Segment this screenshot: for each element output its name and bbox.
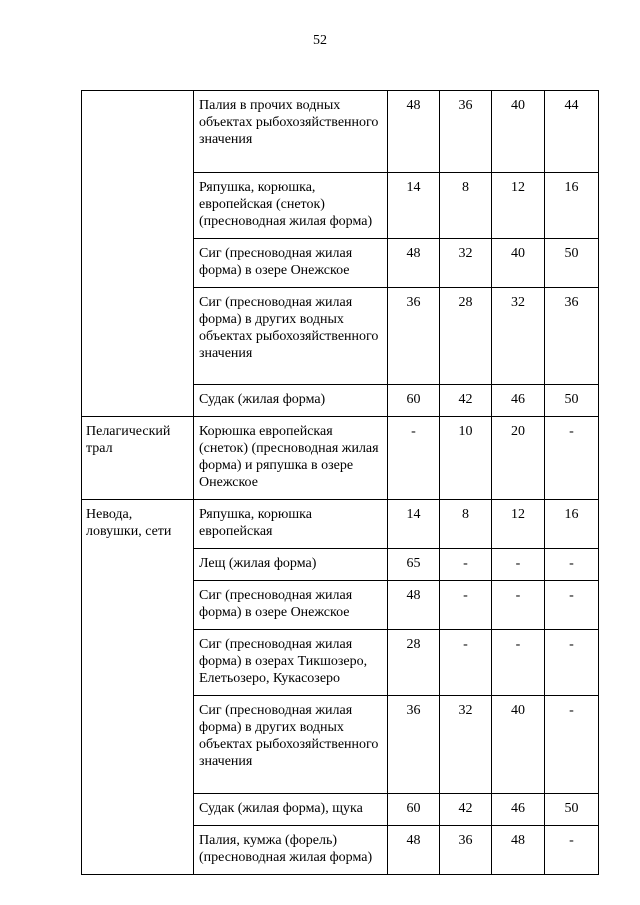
species-cell: Сиг (пресноводная жилая форма) в озерах Тикшозеро, Елетьозеро, Кукасозеро	[194, 630, 388, 696]
value-cell: -	[492, 549, 545, 581]
species-cell: Сиг (пресноводная жилая форма) в других водных объектах рыбохозяйственного значения	[194, 288, 388, 385]
value-cell: -	[492, 581, 545, 630]
value-cell: 20	[492, 417, 545, 500]
value-cell: -	[545, 630, 599, 696]
value-cell: 32	[492, 288, 545, 385]
value-cell: 48	[388, 91, 440, 173]
value-cell: 32	[440, 696, 492, 794]
species-cell: Судак (жилая форма)	[194, 385, 388, 417]
value-cell: 48	[492, 826, 545, 875]
species-cell: Сиг (пресноводная жилая форма) в других водных объектах рыбохозяйственного значения	[194, 696, 388, 794]
gear-cell: Пелагический трал	[82, 417, 194, 500]
value-cell: 48	[388, 826, 440, 875]
value-cell: 46	[492, 385, 545, 417]
value-cell: 44	[545, 91, 599, 173]
table-row	[82, 91, 599, 173]
value-cell: 36	[388, 288, 440, 385]
species-cell: Сиг (пресноводная жилая форма) в озере Онежское	[194, 581, 388, 630]
value-cell: -	[492, 630, 545, 696]
value-cell: 65	[388, 549, 440, 581]
value-cell: 50	[545, 239, 599, 288]
species-cell: Судак (жилая форма), щука	[194, 794, 388, 826]
value-cell: 46	[492, 794, 545, 826]
value-cell: 16	[545, 500, 599, 549]
value-cell: -	[388, 417, 440, 500]
species-cell: Лещ (жилая форма)	[194, 549, 388, 581]
value-cell: 50	[545, 794, 599, 826]
value-cell: -	[545, 581, 599, 630]
value-cell: 50	[545, 385, 599, 417]
value-cell: 36	[440, 91, 492, 173]
value-cell: 32	[440, 239, 492, 288]
table-row	[82, 500, 599, 549]
value-cell: 40	[492, 239, 545, 288]
species-cell: Сиг (пресноводная жилая форма) в озере Онежское	[194, 239, 388, 288]
value-cell: 8	[440, 173, 492, 239]
value-cell: 28	[388, 630, 440, 696]
gear-cell: Невода, ловушки, сети	[82, 500, 194, 875]
value-cell: 28	[440, 288, 492, 385]
value-cell: 36	[440, 826, 492, 875]
value-cell: 48	[388, 581, 440, 630]
species-cell: Ряпушка, корюшка европейская	[194, 500, 388, 549]
species-cell: Корюшка европейская (снеток) (пресноводная жилая форма) и ряпушка в озере Онежское	[194, 417, 388, 500]
value-cell: -	[545, 696, 599, 794]
page-number: 52	[313, 33, 327, 48]
value-cell: -	[545, 417, 599, 500]
value-cell: -	[545, 826, 599, 875]
value-cell: 42	[440, 794, 492, 826]
value-cell: -	[440, 549, 492, 581]
value-cell: 40	[492, 91, 545, 173]
value-cell: 16	[545, 173, 599, 239]
value-cell: 40	[492, 696, 545, 794]
value-cell: 10	[440, 417, 492, 500]
species-cell: Палия, кумжа (форель) (пресноводная жилая форма)	[194, 826, 388, 875]
fishing-gear-table	[81, 90, 599, 875]
species-cell: Ряпушка, корюшка, европейская (снеток) (пресноводная жилая форма)	[194, 173, 388, 239]
gear-cell	[82, 91, 194, 417]
value-cell: -	[545, 549, 599, 581]
table-row	[82, 417, 599, 500]
species-cell: Палия в прочих водных объектах рыбохозяйственного значения	[194, 91, 388, 173]
value-cell: -	[440, 581, 492, 630]
value-cell: 36	[545, 288, 599, 385]
value-cell: 36	[388, 696, 440, 794]
value-cell: 14	[388, 173, 440, 239]
value-cell: 12	[492, 500, 545, 549]
value-cell: 12	[492, 173, 545, 239]
value-cell: 8	[440, 500, 492, 549]
value-cell: 42	[440, 385, 492, 417]
value-cell: 48	[388, 239, 440, 288]
value-cell: 14	[388, 500, 440, 549]
value-cell: -	[440, 630, 492, 696]
value-cell: 60	[388, 385, 440, 417]
value-cell: 60	[388, 794, 440, 826]
